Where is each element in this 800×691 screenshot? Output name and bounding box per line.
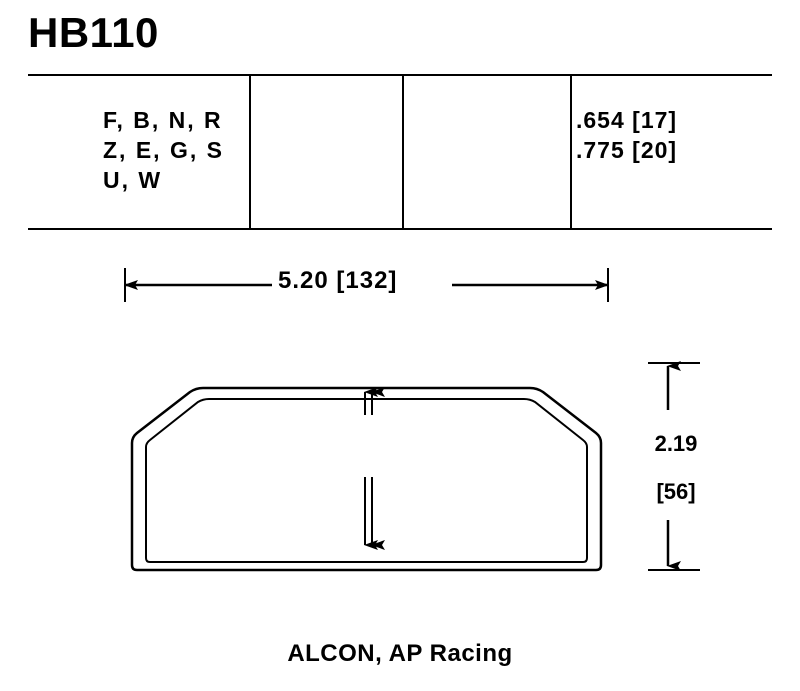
compound-code-row-1: F, B, N, R <box>103 107 223 133</box>
part-number: HB110 <box>28 9 159 56</box>
brand-caption: ALCON, AP Racing <box>287 640 513 667</box>
overall-height-value-mm: [56] <box>656 479 696 504</box>
brake-pad-outline <box>132 388 601 570</box>
width-dimension-label: 5.20 [132] <box>278 267 398 294</box>
thickness-row-1: .654 [17] <box>576 107 678 133</box>
compound-code-row-2: Z, E, G, S <box>103 137 224 163</box>
thickness-row-2: .775 [20] <box>576 137 678 163</box>
overall-height-value-inch: 2.19 <box>654 431 698 456</box>
compound-code-row-3: U, W <box>103 167 163 193</box>
